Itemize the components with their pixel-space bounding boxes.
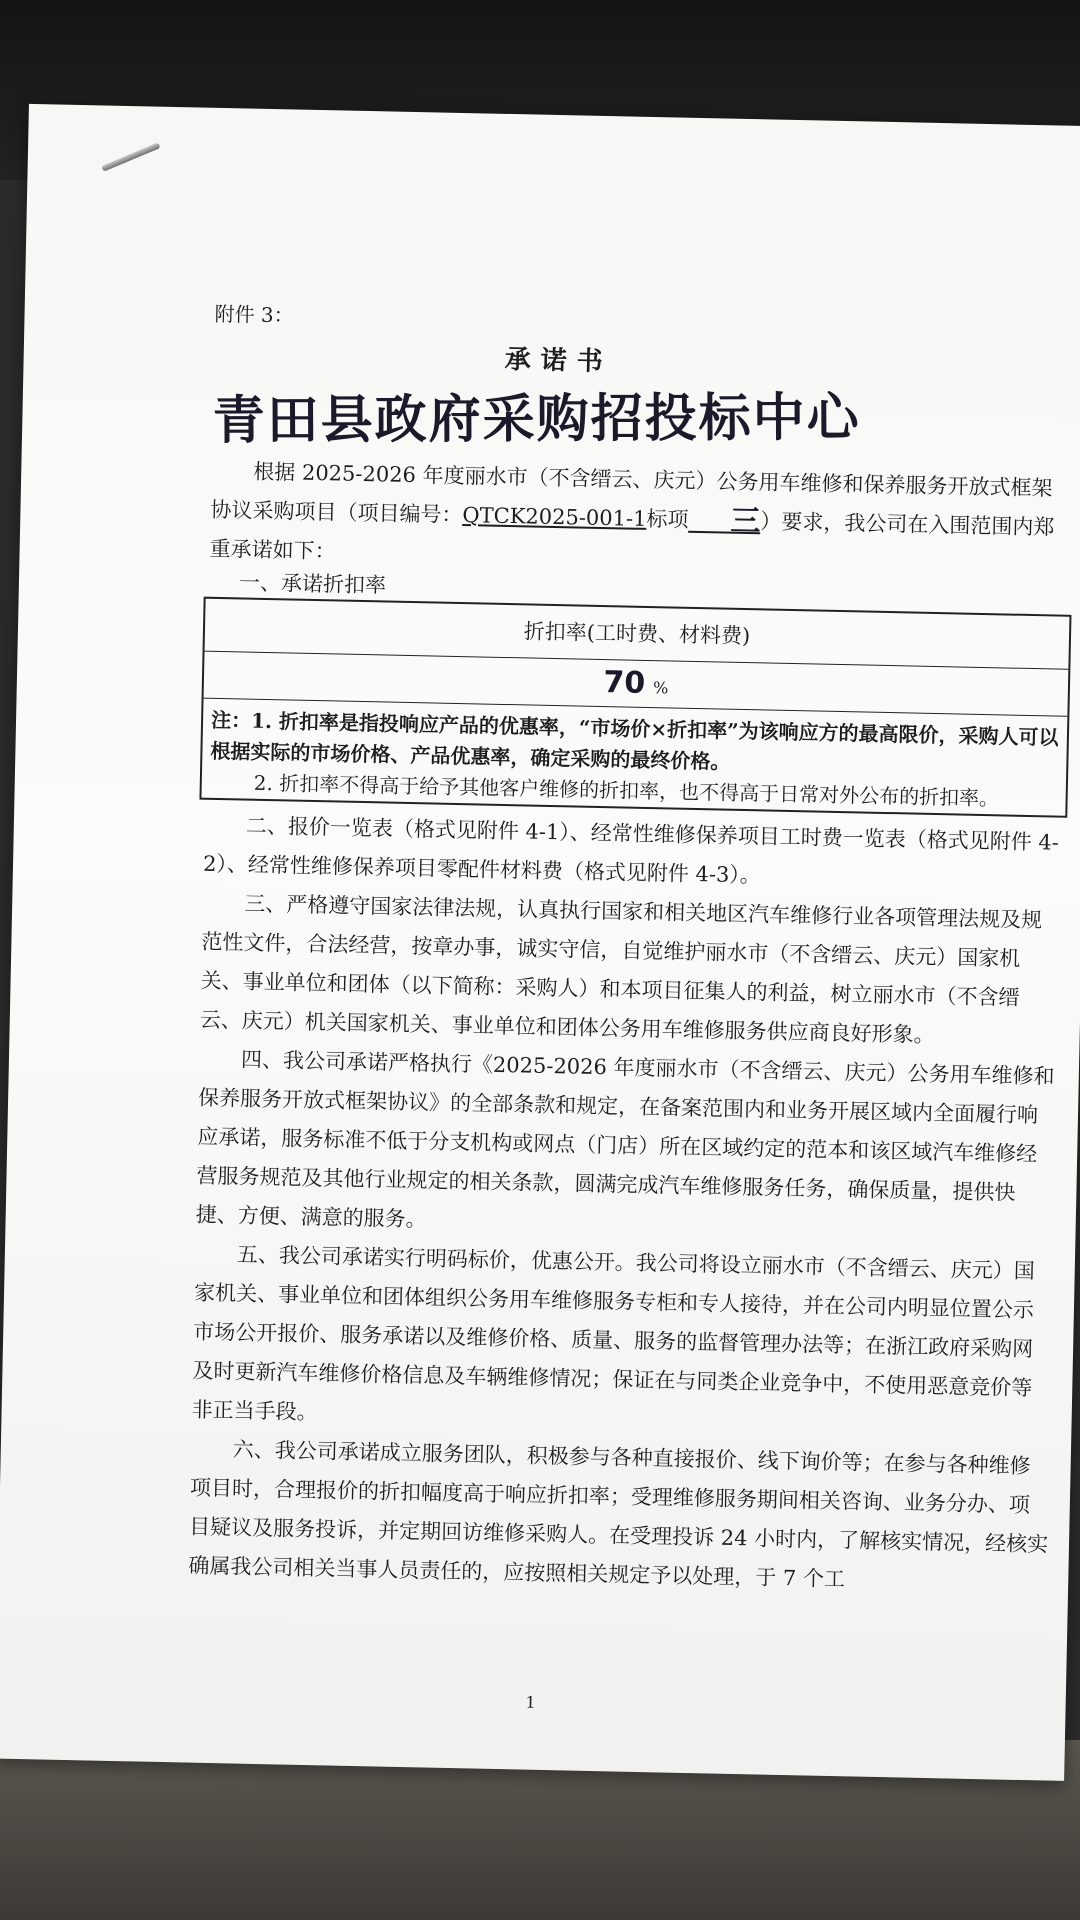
table-header: 折扣率(工时费、材料费) [205, 599, 1070, 670]
paragraph-2: 二、报价一览表（格式见附件 4-1）、经常性维修保养项目工时费一览表（格式见附件 4-2）、经常性维修保养项目零配件材料费（格式见附件 4-3）。 [202, 813, 1060, 888]
handwritten-rate: 70 [603, 665, 646, 701]
intro-text-3: ）要求，我公司在入围范围内郑重承诺如下： [209, 509, 1055, 564]
project-number: QTCK2025-001-1 [462, 503, 647, 531]
staple [101, 142, 160, 172]
section1-heading: 一、承诺折扣率 [238, 570, 387, 598]
handwritten-lot: 三 [688, 510, 760, 534]
intro-text-2: 标项 [646, 506, 689, 532]
paragraph-4: 四、我公司承诺严格执行《2025-2026 年度丽水市（不含缙云、庆元）公务用车维修和保养服务开放式框架协议》的全部条款和规定，在备案范围内和业务开展区域内全面履行响应承诺，服务标准不低于分支机构或网点（门店）所在区域约定的范本和该区域汽车维修经营服务规范及其他行业规定的相关条款，圆满完成汽车维修服务任务，确保质量，提供快捷、方便、满意的服务。 [195, 1047, 1055, 1232]
rate-unit: % [652, 678, 669, 698]
paragraph-5: 五、我公司承诺实行明码标价，优惠公开。我公司将设立丽水市（不含缙云、庆元）国家机关、事业单位和团体组织公务用车维修服务专柜和专人接待，并在公司内明显位置公示市场公开报价、服务承诺以及维修价格、质量、服务的监督管理办法等；在浙江政府采购网及时更新汽车维修价格信息及车辆维修情况；保证在与同类企业竞争中，不使用恶意竞价等非正当手段。 [191, 1242, 1035, 1425]
attachment-label: 附件 3： [214, 301, 294, 328]
document-page [0, 104, 1080, 1781]
intro-paragraph [209, 452, 1071, 587]
note-1: 注：1. 折扣率是指投响应产品的优惠率，“市场价×折扣率”为该响应方的最高限价，采购人可以根据实际的市场价格、产品优惠率，确定采购的最终价格。 [210, 707, 1059, 774]
intro-text-1: 根据 2025-2026 年度丽水市（不含缙云、庆元）公务用车维修和保养服务开放式框架协议采购项目（项目编号： [210, 459, 1053, 528]
handwritten-recipient: 青田县政府采购招投标中心 [212, 387, 861, 452]
note-2: 2. 折扣率不得高于给予其他客户维修的折扣率，也不得高于日常对外公布的折扣率。 [253, 770, 1000, 811]
discount-table [199, 597, 1071, 818]
paragraph-3: 三、严格遵守国家法律法规，认真执行国家和相关地区汽车维修行业各项管理法规及规范性文件，合法经营，按章办事，诚实守信，自觉维护丽水市（不含缙云、庆元）国家机关、事业单位和团体（以下简称：采购人）和本项目征集人的利益，树立丽水市（不含缙云、庆元）机关国家机关、事业单位和团体公务用车维修服务供应商良好形象。 [199, 891, 1043, 1048]
document-title: 承诺书 [504, 344, 613, 378]
paragraph-6: 六、我公司承诺成立服务团队，积极参与各种直接报价、线下询价等；在参与各种维修项目时，合理报价的折扣幅度高于响应折扣率；受理维修服务期间相关咨询、业务分办、项目疑议及服务投诉，并定期回访维修采购人。在受理投诉 24 小时内，了解核实情况，经核实确属我公司相关当事人员责任的，应按照相关规定予以处理，于 7 个工 [188, 1437, 1049, 1592]
table-notes [201, 699, 1067, 816]
page-number: 1 [525, 1692, 536, 1712]
